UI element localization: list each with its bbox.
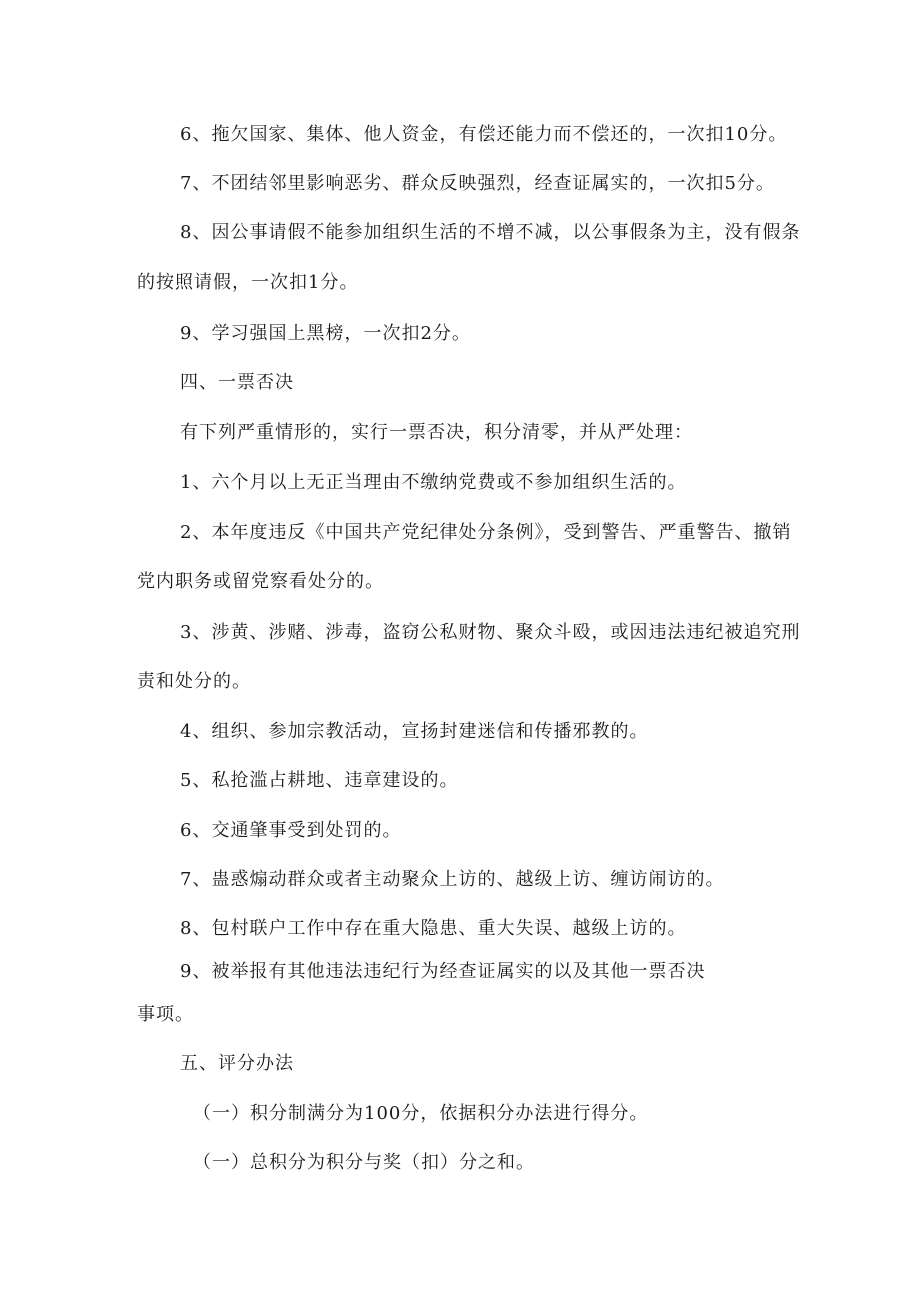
- veto-item-2-continued: 党内职务或留党察看处分的。: [137, 571, 384, 592]
- veto-item-2: 2、本年度违反《中国共产党纪律处分条例》，受到警告、严重警告、撤销: [180, 522, 792, 543]
- deduction-item-8-continued: 的按照请假，一次扣1分。: [137, 272, 359, 293]
- veto-item-9: 9、被举报有其他违法违纪行为经查证属实的以及其他一票否决: [180, 961, 706, 982]
- deduction-item-9: 9、学习强国上黑榜，一次扣2分。: [180, 323, 471, 344]
- deduction-item-6: 6、拖欠国家、集体、他人资金，有偿还能力而不偿还的，一次扣10分。: [180, 124, 788, 145]
- section-heading-scoring: 五、评分办法: [180, 1053, 294, 1074]
- deduction-item-8: 8、因公事请假不能参加组织生活的不增不减，以公事假条为主，没有假条: [180, 222, 801, 243]
- veto-item-8: 8、包村联户工作中存在重大隐患、重大失误、越级上访的。: [180, 918, 687, 939]
- veto-item-9-continued: 事项。: [137, 1004, 194, 1025]
- veto-item-1: 1、六个月以上无正当理由不缴纳党费或不参加组织生活的。: [180, 472, 687, 493]
- veto-item-3: 3、涉黄、涉赌、涉毒，盗窃公私财物、聚众斗殴，或因违法违纪被追究刑: [180, 622, 801, 643]
- veto-item-4: 4、组织、参加宗教活动，宣扬封建迷信和传播邪教的。: [180, 721, 649, 742]
- scoring-item-1: （一）积分制满分为100分，依据积分办法进行得分。: [193, 1103, 649, 1124]
- scoring-item-2: （一）总积分为积分与奖（扣）分之和。: [193, 1152, 535, 1173]
- veto-intro: 有下列严重情形的，实行一票否决，积分清零，并从严处理：: [180, 422, 693, 443]
- veto-item-6: 6、交通肇事受到处罚的。: [180, 820, 402, 841]
- veto-item-5: 5、私抢滥占耕地、违章建设的。: [180, 770, 459, 791]
- veto-item-3-continued: 责和处分的。: [137, 671, 251, 692]
- deduction-item-7: 7、不团结邻里影响恶劣、群众反映强烈，经查证属实的，一次扣5分。: [180, 173, 775, 194]
- veto-item-7: 7、蛊惑煽动群众或者主动聚众上访的、越级上访、缠访闹访的。: [180, 869, 725, 890]
- section-heading-veto: 四、一票否决: [180, 372, 294, 393]
